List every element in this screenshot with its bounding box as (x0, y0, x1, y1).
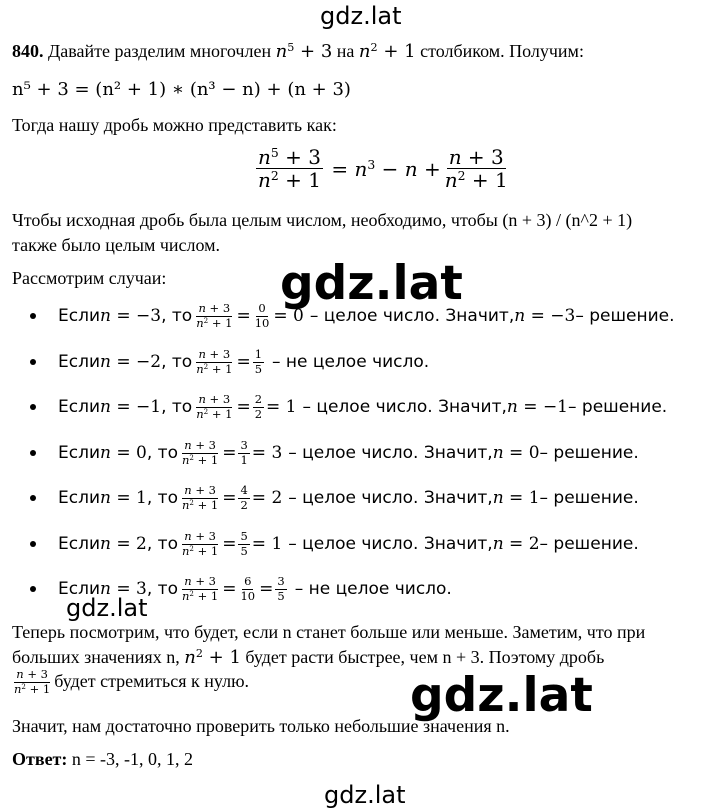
case-lead: Если (58, 534, 101, 554)
case-equals: = (236, 352, 251, 372)
case-end: – решение. (575, 306, 675, 326)
watermark-middle: gdz.lat (280, 256, 463, 311)
division-equation: n⁵ + 3 = (n² + 1) ∗ (n³ − n) + (n + 3) (12, 79, 351, 100)
case-n-value: n = 1 (100, 488, 147, 508)
fraction-original: $\frac{n^5 + 3}{n^2 + 1}$ (258, 145, 321, 192)
case-n-value: n = 2 (100, 534, 147, 554)
case-equals: = (222, 579, 237, 599)
case-result: = 3 (251, 443, 283, 463)
case-lead: Если (58, 306, 101, 326)
later-line-1: Теперь посмотрим, что будет, если n станет больше или меньше. Заметим, что при (12, 622, 646, 642)
watermark-bottom: gdz.lat (324, 781, 406, 809)
condition-line-1: Чтобы исходная дробь была целым числом, необходимо, чтобы (n + 3) / (n^2 + 1) (12, 210, 633, 230)
watermark-top: gdz.lat (320, 2, 402, 30)
case-fraction-value: $\frac{6}{10}$ (240, 574, 256, 603)
case-item (30, 569, 452, 609)
case-to: , то (146, 443, 178, 463)
case-fraction-value: $\frac{4}{2}$ (240, 483, 248, 512)
bullet-icon (30, 495, 36, 501)
case-to: , то (161, 397, 193, 417)
case-n-value: n = −1 (100, 397, 162, 417)
case-lead: Если (58, 579, 101, 599)
bullet-icon (30, 450, 36, 456)
case-lead: Если (58, 488, 101, 508)
case-fraction-value: $\frac{3}{1}$ (240, 438, 248, 467)
case-solution: n = 2 (492, 534, 540, 554)
case-result: = 0 (273, 306, 304, 326)
case-item (30, 524, 639, 564)
bullet-icon (30, 541, 36, 547)
fraction-expression: $\frac{n + 3}{n^2 + 1}$ (181, 574, 219, 603)
fraction-expression: $\frac{n + 3}{n^2 + 1}$ (181, 438, 219, 467)
case-lead: Если (58, 443, 101, 463)
bullet-icon (30, 404, 36, 410)
problem-number: 840. (12, 41, 44, 61)
case-end: – решение. (539, 443, 639, 463)
case-n-value: n = −2 (100, 352, 162, 372)
case-solution: n = 1 (492, 488, 540, 508)
case-fraction-value: $\frac{2}{2}$ (254, 392, 263, 421)
fraction-expression: $\frac{n + 3}{n^2 + 1}$ (181, 529, 219, 558)
case-equals: = (222, 443, 237, 463)
case-solution: n = −1 (506, 397, 568, 417)
answer-value: n = -3, -1, 0, 1, 2 (67, 749, 194, 769)
case-fraction-value: $\frac{1}{5}$ (254, 347, 263, 376)
case-result: = 1 (266, 397, 297, 417)
case-end: – решение. (539, 488, 639, 508)
case-result: = 1 (251, 534, 283, 554)
case-tail: – целое число. Значит, (309, 306, 515, 326)
bullet-icon (30, 313, 36, 319)
case-lead: Если (58, 397, 101, 417)
fraction-remainder: $\frac{n + 3}{n^2 + 1}$ (444, 145, 508, 192)
case-n-value: n = −3 (100, 306, 162, 326)
case-fraction-value: $\frac{0}{10}$ (254, 301, 270, 330)
represent-text: Тогда нашу дробь можно представить как: (12, 115, 337, 135)
case-item (30, 433, 639, 473)
case-solution: n = −3 (514, 306, 576, 326)
later-line-3: $\frac{n + 3}{n^2 + 1}$ будет стремиться к нулю. (14, 667, 250, 696)
case-item (30, 342, 429, 382)
case-tail: – не целое число. (294, 579, 452, 599)
case-equals: = (259, 579, 274, 599)
fraction-expression: $\frac{n + 3}{n^2 + 1}$ (196, 392, 233, 421)
case-fraction-reduced: $\frac{3}{5}$ (277, 574, 285, 603)
fraction-expression: $\frac{n + 3}{n^2 + 1}$ (196, 347, 233, 376)
polynomial-divisor: $n^2 + 1$ (358, 40, 416, 62)
condition-line-2: также было целым числом. (12, 235, 221, 255)
cases-title: Рассмотрим случаи: (12, 268, 167, 288)
case-result: = 2 (251, 488, 283, 508)
case-n-value: n = 0 (100, 443, 147, 463)
fraction-expression: $\frac{n + 3}{n^2 + 1}$ (181, 483, 219, 512)
case-tail: – не целое число. (272, 352, 430, 372)
bullet-icon (30, 586, 36, 592)
case-equals: = (236, 397, 251, 417)
fraction-small: $\frac{n + 3}{n^2 + 1}$ (14, 667, 51, 696)
fraction-equation: $\frac{n^5 + 3}{n^2 + 1}$ = $n^3 - n$ + $\frac{n + 3}{n^2 + 1}$ (258, 145, 508, 192)
case-item (30, 478, 639, 518)
case-equals: = (222, 534, 237, 554)
case-equals: = (236, 306, 251, 326)
case-tail: – целое число. Значит, (288, 534, 493, 554)
case-lead: Если (58, 352, 101, 372)
problem-statement: 840. Давайте разделим многочлен $n^5 + 3$ на $n^2 + 1$ столбиком. Получим: (12, 40, 584, 62)
case-fraction-value: $\frac{5}{5}$ (240, 529, 248, 558)
later-line-2: больших значениях n, $n^2 + 1$ будет расти быстрее, чем n + 3. Поэтому дробь (12, 646, 605, 668)
case-end: – решение. (568, 397, 668, 417)
case-to: , то (146, 579, 178, 599)
therefore-text: Значит, нам достаточно проверить только небольшие значения n. (12, 716, 510, 736)
case-end: – решение. (539, 534, 639, 554)
fraction-expression: $\frac{n + 3}{n^2 + 1}$ (196, 301, 233, 330)
case-tail: – целое число. Значит, (288, 488, 493, 508)
case-equals: = (222, 488, 237, 508)
case-item (30, 387, 667, 427)
bullet-icon (30, 359, 36, 365)
case-solution: n = 0 (492, 443, 540, 463)
case-to: , то (146, 488, 178, 508)
case-n-value: n = 3 (100, 579, 147, 599)
watermark-left: gdz.lat (66, 594, 148, 622)
answer (12, 747, 193, 772)
case-item (30, 296, 675, 336)
case-to: , то (161, 352, 193, 372)
case-to: , то (146, 534, 178, 554)
case-tail: – целое число. Значит, (302, 397, 507, 417)
case-tail: – целое число. Значит, (288, 443, 493, 463)
case-to: , то (161, 306, 193, 326)
answer-label: Ответ: (12, 749, 68, 769)
polynomial-dividend: $n^5 + 3$ (275, 40, 333, 62)
watermark-right: gdz.lat (410, 668, 593, 723)
